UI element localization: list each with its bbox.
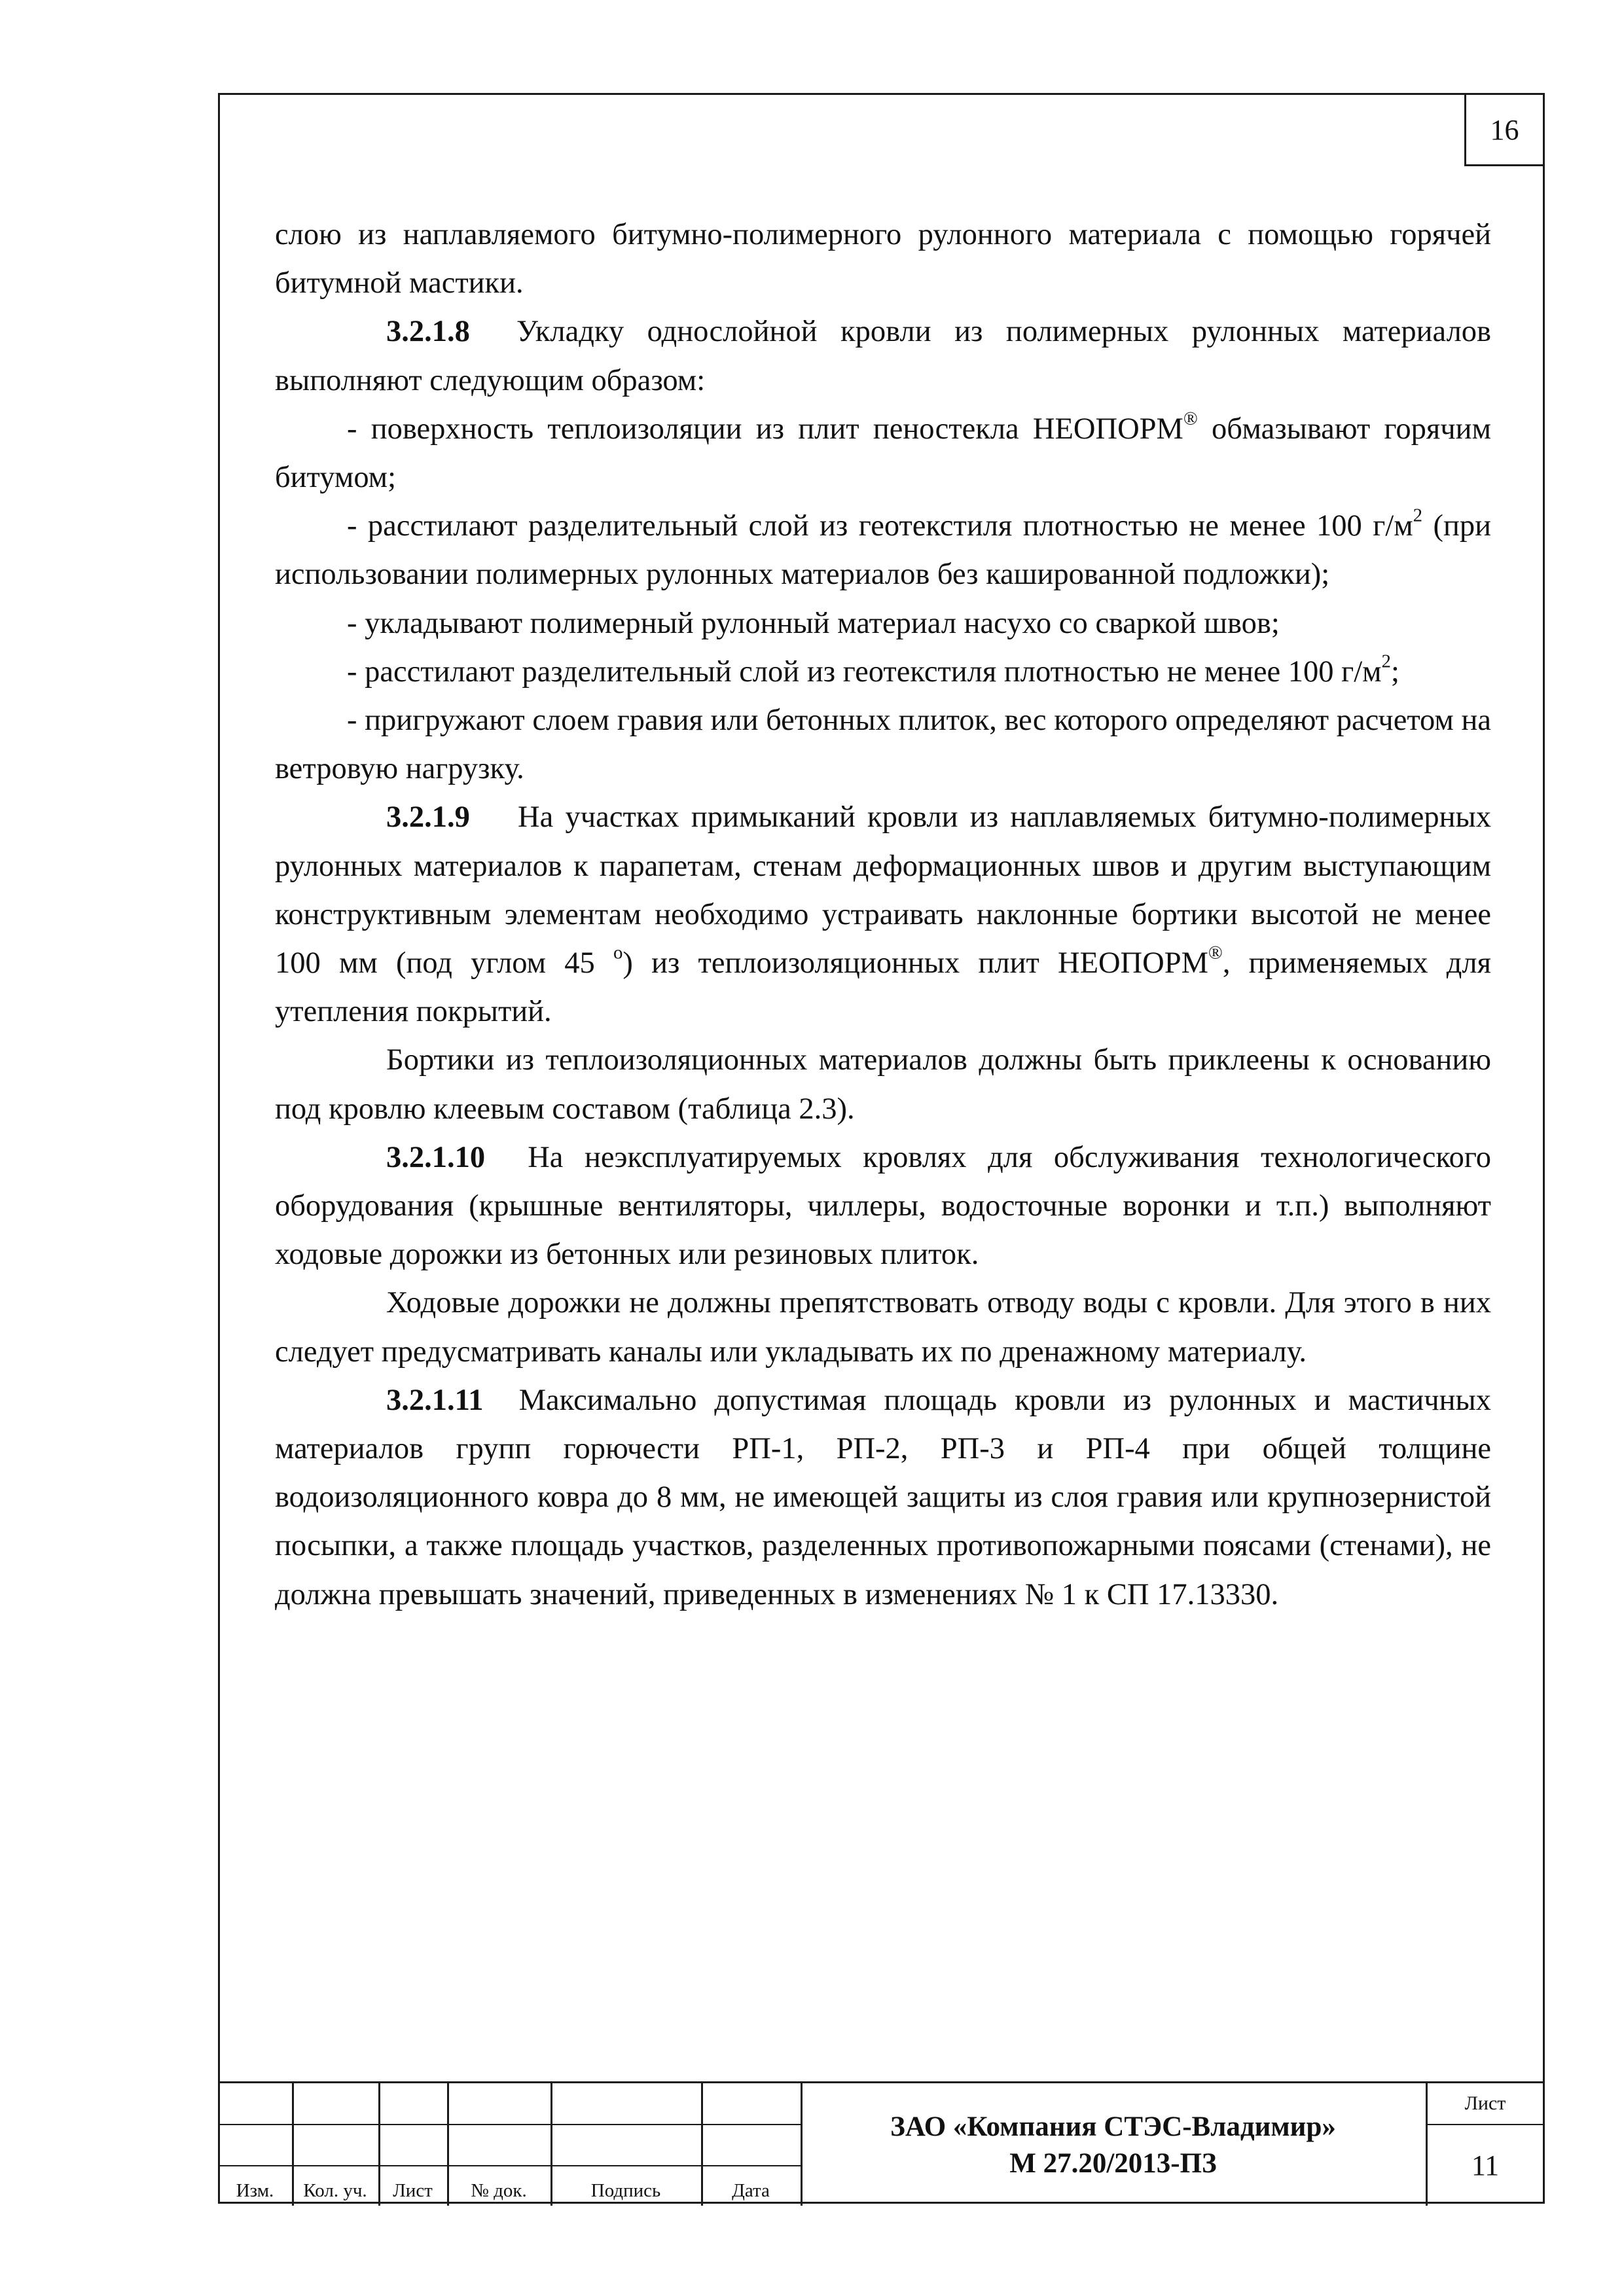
list-item-text: ; — [1390, 655, 1399, 689]
stamp-row-line — [218, 2165, 801, 2166]
stamp-label-izm: Изм. — [236, 2179, 274, 2201]
list-item-text: (при использовании полимерных рулонных материалов без кашированной подложки); — [275, 509, 1492, 592]
section-3-2-1-9 — [275, 793, 1491, 1036]
page-number: 16 — [1464, 93, 1545, 166]
list-item: - пригружают слоем гравия или бетонных плиток, вес которого определяют расчетом на ветровую нагрузку. — [275, 704, 1491, 786]
list-item-text: обмазывают горячим битумом; — [275, 412, 1491, 495]
sheet-number: 11 — [1471, 2149, 1500, 2181]
stamp-label-kol-uch: Кол. уч. — [303, 2179, 367, 2201]
section-number: 3.2.1.10 — [386, 1140, 486, 1174]
section-text: ) из теплоизоляционных плит НЕОПОРМ — [623, 946, 1208, 980]
list-item-text: - поверхность теплоизоляции из плит пеностекла НЕОПОРМ — [347, 412, 1183, 446]
stamp-label-doc: № док. — [471, 2179, 527, 2201]
document-code: М 27.20/2013-ПЗ — [1009, 2148, 1217, 2179]
registered-mark: ® — [1183, 408, 1198, 429]
paragraph: Бортики из теплоизоляционных материалов должны быть приклеены к основанию под кровлю клеевым составом (таблица 2.3). — [275, 1043, 1491, 1126]
registered-mark: ® — [1208, 942, 1223, 963]
list-item-text: - расстилают разделительный слой из геотекстиля плотностью не менее 100 г/м — [347, 509, 1413, 543]
section-text: Максимально допустимая площадь кровли из рулонных и мастичных материалов групп горючести РП-1, РП-2, РП-3 и РП-4 при общей толщине водоизоляционного ковра до 8 мм, не имеющей защиты из слоя гравия или крупнозернистой посыпки, а также площадь участков, разделенных противопожарными поясами (стенами), не должна превышать значений, приведенных в изменениях № 1 к СП 17.13330. — [275, 1383, 1491, 1611]
superscript-2: 2 — [1381, 651, 1391, 672]
section-number: 3.2.1.8 — [386, 315, 470, 349]
document-body — [275, 211, 1491, 1619]
section-text: Укладку однослойной кровли из полимерных рулонных материалов выполняют следующим образом: — [275, 315, 1491, 397]
degree-mark: о — [613, 942, 623, 963]
stamp-label-data: Дата — [732, 2179, 770, 2201]
list-item — [275, 405, 1491, 502]
section-number: 3.2.1.9 — [386, 800, 470, 834]
section-number: 3.2.1.11 — [386, 1383, 484, 1417]
section-text: , применяемых для утепления покрытий. — [275, 946, 1492, 1029]
organization-name: ЗАО «Компания СТЭС-Владимир» — [890, 2111, 1336, 2142]
paragraph: Ходовые дорожки не должны препятствовать отводу воды с кровли. Для этого в них следует предусматривать каналы или укладывать их по дренажному материалу. — [275, 1286, 1491, 1369]
list-item-text: - расстилают разделительный слой из геотекстиля плотностью не менее 100 г/м — [347, 655, 1382, 689]
paragraph-continuation: слою из наплавляемого битумно-полимерного рулонного материала с помощью горячей битумной мастики. — [275, 218, 1491, 300]
list-item — [275, 648, 1491, 696]
stamp-label-podpis: Подпись — [590, 2179, 661, 2201]
stamp-label-list: Лист — [393, 2179, 433, 2201]
section-text: На неэксплуатируемых кровлях для обслуживания технологического оборудования (крышные вентиляторы, чиллеры, водосточные воронки и т.п.) выполняют ходовые дорожки из бетонных или резиновых плиток. — [275, 1140, 1491, 1272]
section-3-2-1-11 — [275, 1376, 1491, 1619]
superscript-2: 2 — [1413, 505, 1423, 526]
sheet-label: Лист — [1464, 2092, 1506, 2114]
organization-block — [801, 2096, 1426, 2195]
title-block — [218, 2081, 1545, 2206]
section-3-2-1-10 — [275, 1134, 1491, 1280]
section-3-2-1-8 — [275, 308, 1491, 404]
stamp-row-line — [218, 2124, 801, 2125]
section-text: На участках примыканий кровли из наплавляемых битумно-полимерных рулонных материалов к парапетам, стенам деформационных швов и другим выступающим конструктивным элементам необходимо устраивать наклонные бортики высотой не менее 100 мм (под углом 45 — [275, 800, 1492, 980]
list-item — [275, 502, 1491, 599]
list-item: - укладывают полимерный рулонный материал насухо со сваркой швов; — [347, 606, 1280, 640]
